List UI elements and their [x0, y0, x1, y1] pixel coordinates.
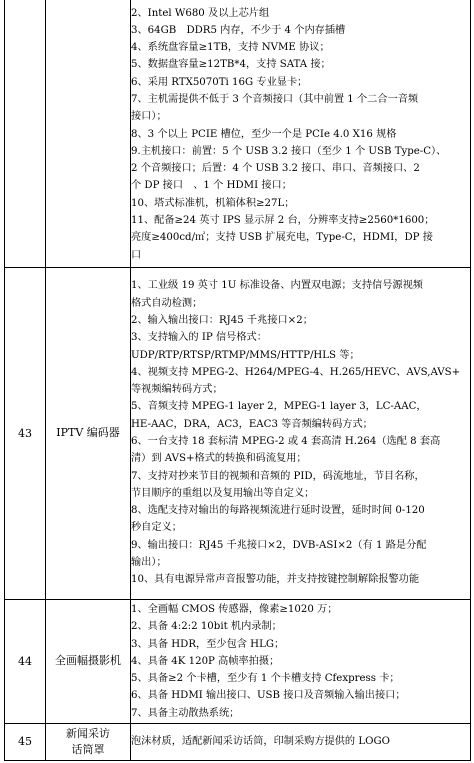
spec-cell — [131, 723, 471, 760]
spec-line: 1、全画幅 CMOS 传感器，像素≥1020 万； — [131, 603, 338, 615]
spec-line: 3、具备 HDR，至少包含 HLG； — [131, 638, 285, 650]
spec-line: 节目顺序的重组以及复用输出等自定义； — [131, 487, 315, 499]
spec-line: 3、64GB DDR5 内存，不少于 4 个内存插槽 — [131, 24, 346, 36]
item-name-cell — [46, 0, 131, 267]
spec-line: 5、具备≥2 个卡槽，至少有 1 个卡槽支持 Cfexpress 卡； — [131, 673, 400, 685]
spec-line: HE-AAC，DRA，AC3，EAC3 等音频编转码方式； — [131, 418, 373, 430]
item-name-cell — [46, 723, 131, 760]
spec-line: 2、Intel W680 及以上芯片组 — [131, 7, 270, 19]
table-row-43 — [5, 267, 471, 599]
spec-line: 7、支持对抄来节目的视频和音频的 PID，码流地址，节目名称， — [131, 470, 425, 482]
spec-line: 8、选配支持对输出的每路视频流进行延时设置，延时时间 0-120 — [131, 505, 425, 517]
spec-line: 输出）； — [131, 557, 167, 569]
spec-line: 9、输出接口：RJ45 千兆接口×2，DVB-ASI×2（有 1 路是分配 — [131, 539, 427, 551]
spec-line: 6、一台支持 18 套标清 MPEG-2 或 4 套高清 H.264（选配 8 套高 — [131, 436, 441, 447]
spec-line: 6、采用 RTX5070Ti 16G 专业显卡； — [131, 76, 308, 88]
spec-line: 5、音频支持 MPEG-1 layer 2，MPEG-1 layer 3，LC-AAC， — [131, 401, 427, 413]
spec-line: 10、具有电源异常声音报警功能，并支持按键控制解除报警功能 — [131, 574, 420, 586]
spec-cell — [131, 267, 471, 599]
item-name-cell: IPTV 编码器 — [46, 267, 131, 599]
spec-line: 1、工业级 19 英寸 1U 标准设备、内置双电源；支持信号源视频 — [131, 280, 423, 292]
spec-line: UDP/RTP/RTSP/RTMP/MMS/HTTP/HLS 等； — [131, 349, 360, 361]
item-name-line: 话筒罩 — [71, 742, 105, 756]
spec-cell — [131, 0, 471, 267]
row-number-cell: 45 — [5, 723, 46, 760]
spec-line: 秒自定义； — [131, 522, 182, 534]
spec-line: 亮度≥400cd/㎡；支持 USB 扩展充电，Type-C，HDMI，DP 接 — [131, 232, 433, 244]
spec-line: 8、3 个以上 PCIE 槽位，至少一个是 PCIe 4.0 X16 规格 — [131, 128, 397, 140]
spec-line: 2、具备 4:2:2 10bit 机内录制； — [131, 621, 282, 633]
table-row-continued — [5, 0, 471, 267]
item-name-cell: 全画幅摄影机 — [46, 599, 131, 723]
spec-line: 6、具备 HDMI 输出接口、USB 接口及音频输入输出接口； — [131, 690, 406, 702]
spec-line: 5、数据盘容量≥12TB*4，支持 SATA 接； — [131, 59, 331, 71]
spec-line: 4、系统盘容量≥1TB，支持 NVME 协议； — [131, 42, 330, 54]
spec-line: 3、支持输入的 IP 信号格式： — [131, 332, 267, 344]
row-number-cell: 44 — [5, 599, 46, 723]
spec-line: 4、视频支持 MPEG-2、H264/MPEG-4、H.265/HEVC、AVS,AVS+ — [131, 366, 461, 378]
spec-line: 7、具备主动散热系统； — [131, 707, 240, 719]
spec-line: 2、输入输出接口：RJ45 千兆接口×2； — [131, 314, 313, 326]
spec-cell — [131, 599, 471, 723]
spec-table — [4, 0, 471, 761]
item-name-line: 新闻采访 — [66, 726, 110, 740]
spec-line: 口 — [131, 249, 142, 261]
row-number-cell — [5, 0, 46, 267]
spec-line: 接口）； — [131, 111, 167, 123]
row-number-cell: 43 — [5, 267, 46, 599]
spec-line: 个 DP 接口 、1 个 HDMI 接口； — [131, 180, 292, 192]
spec-line: 格式自动检测； — [131, 297, 203, 309]
spec-line: 等视频编转码方式； — [131, 384, 223, 396]
table-row-45 — [5, 723, 471, 760]
spec-line: 9.主机接口：前置：5 个 USB 3.2 接口（至少 1 个 USB Type-C）、 — [131, 145, 447, 157]
spec-line: 7、主机需提供不低于 3 个音频接口（其中前置 1 个二合一音频 — [131, 94, 419, 105]
spec-line: 11、配备≥24 英寸 IPS 显示屏 2 台，分辨率支持≥2560*1600； — [131, 215, 435, 227]
table-row-44 — [5, 599, 471, 723]
spec-line: 4、具备 4K 120P 高帧率拍摄； — [131, 655, 280, 667]
spec-line: 10、塔式标准机，机箱体积≥27L； — [131, 197, 295, 209]
spec-line: 泡沫材质，适配新闻采访话筒，印制采购方提供的 LOGO — [131, 735, 390, 747]
spec-line: 清）到 AVS+格式的转换和码流复用； — [131, 453, 307, 465]
spec-line: 2 个音频接口；后置：4 个 USB 3.2 接口、串口、音频接口、2 — [131, 163, 420, 175]
